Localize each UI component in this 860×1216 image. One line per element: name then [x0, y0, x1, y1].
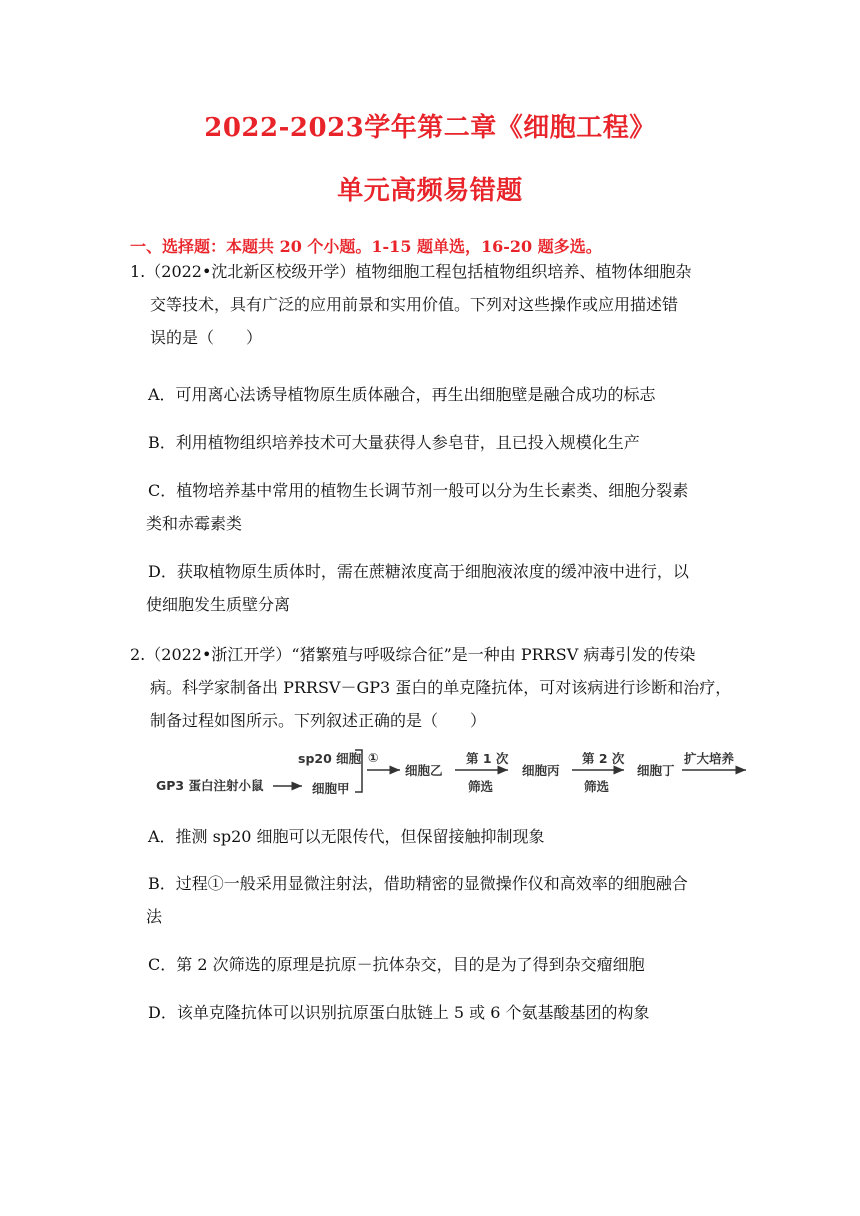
diagram-step-marker: ①	[368, 750, 379, 765]
diagram-expand-label: 扩大培养	[684, 751, 735, 766]
question-1-stem-line: 1.（2022•沈北新区校级开学）植物细胞工程包括植物组织培养、植物体细胞杂	[130, 262, 692, 281]
option-text: C．第 2 次筛选的原理是抗原－抗体杂交，目的是为了得到杂交瘤细胞	[148, 955, 645, 974]
question-1-option-d[interactable]	[148, 555, 738, 621]
monoclonal-antibody-flow-diagram	[150, 742, 750, 802]
diagram-start-label: GP3 蛋白注射小鼠	[156, 778, 264, 793]
option-text: A．可用离心法诱导植物原生质体融合，再生出细胞壁是融合成功的标志	[148, 385, 656, 404]
question-1-stem-line: 误的是（ ）	[150, 328, 263, 347]
option-text: D．该单克隆抗体可以识别抗原蛋白肽链上 5 或 6 个氨基酸基团的构象	[148, 1003, 650, 1022]
section-heading: 一、选择题：本题共 20 个小题。1-15 题单选，16-20 题多选。	[130, 237, 602, 256]
question-1-option-a[interactable]	[148, 378, 738, 411]
document-subtitle: 单元高频易错题	[337, 176, 523, 206]
option-text: B．过程①一般采用显微注射法，借助精密的显微操作仪和高效率的细胞融合	[148, 874, 688, 893]
diagram-screen2-bottom: 筛选	[584, 779, 610, 794]
option-text: A．推测 sp20 细胞可以无限传代，但保留接触抑制现象	[148, 827, 545, 846]
question-2-option-b[interactable]	[148, 867, 738, 933]
diagram-cell-bing-label: 细胞丙	[522, 763, 560, 778]
question-2-option-c[interactable]	[148, 948, 738, 981]
diagram-screen1-top: 第 1 次	[466, 751, 509, 766]
question-2-stem-line: 2.（2022•浙江开学）“猪繁殖与呼吸综合征”是一种由 PRRSV 病毒引发的传染	[130, 645, 696, 664]
option-text: C．植物培养基中常用的植物生长调节剂一般可以分为生长素类、细胞分裂素	[148, 481, 689, 500]
question-2-stem	[130, 638, 731, 737]
diagram-cell-ding-label: 细胞丁	[637, 763, 675, 778]
document-title: 2022-2023学年第二章《细胞工程》	[204, 113, 656, 143]
question-1-option-c[interactable]	[148, 474, 738, 540]
diagram-sp20-label: sp20 细胞	[298, 751, 362, 766]
question-2-stem-line: 病。科学家制备出 PRRSV－GP3 蛋白的单克隆抗体，可对该病进行诊断和治疗，	[150, 678, 732, 697]
option-text: D．获取植物原生质体时，需在蔗糖浓度高于细胞液浓度的缓冲液中进行，以	[148, 562, 689, 581]
diagram-cell-yi-label: 细胞乙	[405, 763, 443, 778]
option-text: B．利用植物组织培养技术可大量获得人参皂苷，且已投入规模化生产	[148, 433, 640, 452]
question-2-stem-line: 制备过程如图所示。下列叙述正确的是（ ）	[150, 711, 487, 730]
option-text-continued: 类和赤霉素类	[146, 514, 243, 533]
question-1-stem	[130, 255, 691, 354]
diagram-cell-jia-label: 细胞甲	[312, 781, 350, 796]
question-2-option-a[interactable]	[148, 820, 738, 853]
option-text-continued: 使细胞发生质壁分离	[146, 595, 291, 614]
diagram-screen2-top: 第 2 次	[582, 751, 625, 766]
question-2-option-d[interactable]	[148, 996, 738, 1029]
question-1-option-b[interactable]	[148, 426, 738, 459]
option-text-continued: 法	[146, 907, 163, 926]
diagram-screen1-bottom: 筛选	[468, 779, 494, 794]
question-1-stem-line: 交等技术，具有广泛的应用前景和实用价值。下列对这些操作或应用描述错	[150, 295, 679, 314]
